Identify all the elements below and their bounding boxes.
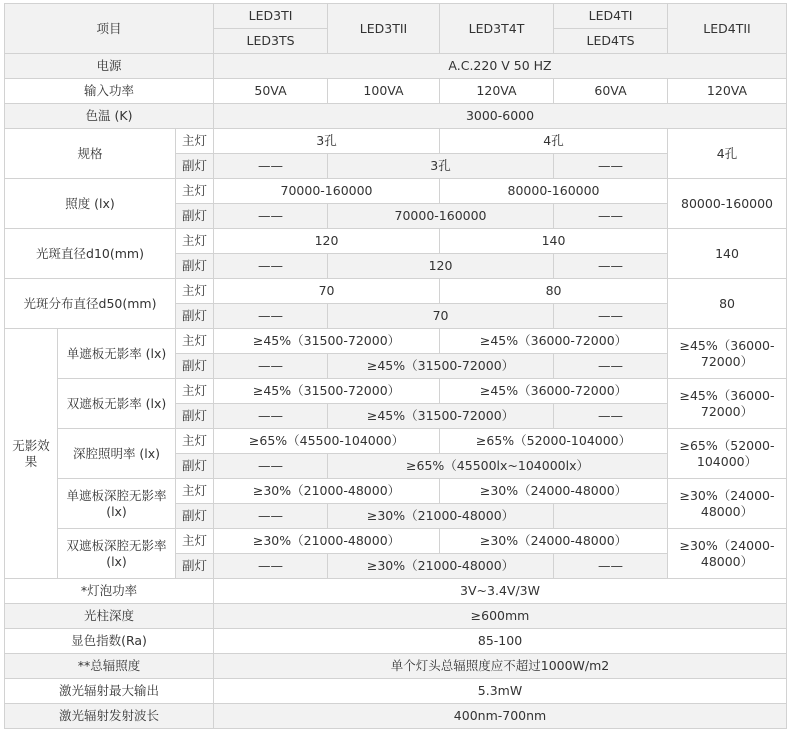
row-column-depth [5,604,787,629]
label-d10: 光斑直径d10(mm) [5,229,176,279]
value-double-right-l1: ≥45%（36000- [679,387,775,403]
value-d10-main-a: 120 [214,229,440,254]
value-d50-right: 80 [668,279,787,329]
value-deep-main-b: ≥65%（52000-104000） [440,429,668,454]
header-led3ti: LED3TI [214,4,328,29]
label-illuminance: 照度 (lx) [5,179,176,229]
value-deep-main-a: ≥65%（45500-104000） [214,429,440,454]
value-illuminance-main-a: 70000-160000 [214,179,440,204]
label-shadowless [5,329,58,579]
header-row [5,4,787,29]
value-single-deep-right [668,479,787,529]
row-double-main [5,379,787,404]
value-double-deep-main-a: ≥30%（21000-48000） [214,529,440,554]
value-color-temp: 3000-6000 [214,104,787,129]
dash: —— [554,154,668,179]
value-double-deep-main-b: ≥30%（24000-48000） [440,529,668,554]
row-double-deep-main [5,529,787,554]
label-power-source: 电源 [5,54,214,79]
sub-aux: 副灯 [176,204,214,229]
value-double-deep-right [668,529,787,579]
row-d50-main [5,279,787,304]
value-single-deep-aux: ≥30%（21000-48000） [328,504,554,529]
value-deep-right-l1: ≥65%（52000- [679,437,775,453]
value-d10-right: 140 [668,229,787,279]
spec-table [4,3,787,729]
label-deep: 深腔照明率 (lx) [58,429,176,479]
row-deep-main [5,429,787,454]
row-laser-wavelength [5,704,787,729]
value-deep-right-l2: 104000） [696,453,758,469]
value-single-right-l1: ≥45%（36000- [679,337,775,353]
dash: —— [214,304,328,329]
sub-main: 主灯 [176,179,214,204]
sub-main: 主灯 [176,429,214,454]
dash: —— [554,554,668,579]
header-led4ti: LED4TI [554,4,668,29]
sub-aux: 副灯 [176,254,214,279]
label-spec: 规格 [5,129,176,179]
value-laser-wavelength: 400nm-700nm [214,704,787,729]
header-led3t4t: LED3T4T [440,4,554,54]
dash: —— [214,404,328,429]
value-laser-max: 5.3mW [214,679,787,704]
sub-main: 主灯 [176,529,214,554]
label-shadowless-line1: 无影效 [12,437,50,453]
dash: —— [554,354,668,379]
row-spec-main [5,129,787,154]
label-input-power: 输入功率 [5,79,214,104]
value-illuminance-right: 80000-160000 [668,179,787,229]
row-input-power [5,79,787,104]
value-spec-main-a: 3孔 [214,129,440,154]
header-item: 项目 [5,4,214,54]
dash: —— [554,304,668,329]
value-double-deep-aux: ≥30%（21000-48000） [328,554,554,579]
value-input-power-5: 120VA [668,79,787,104]
value-double-deep-right-l1: ≥30%（24000- [679,537,775,553]
dash: —— [214,504,328,529]
sub-aux: 副灯 [176,154,214,179]
value-illuminance-main-b: 80000-160000 [440,179,668,204]
value-single-right [668,329,787,379]
sub-aux: 副灯 [176,304,214,329]
label-total-irradiance: **总辐照度 [5,654,214,679]
value-spec-main-b: 4孔 [440,129,668,154]
label-bulb-power: *灯泡功率 [5,579,214,604]
label-shadowless-line2: 果 [24,453,38,469]
label-single-deep [58,479,176,529]
label-color-temp: 色温 (K) [5,104,214,129]
sub-aux: 副灯 [176,454,214,479]
value-single-main-b: ≥45%（36000-72000） [440,329,668,354]
value-double-main-b: ≥45%（36000-72000） [440,379,668,404]
label-laser-wavelength: 激光辐射发射波长 [5,704,214,729]
dash: —— [554,204,668,229]
header-led4tii: LED4TII [668,4,787,54]
value-deep-aux: ≥65%（45500lx~104000lx） [328,454,668,479]
value-single-deep-main-b: ≥30%（24000-48000） [440,479,668,504]
row-laser-max [5,679,787,704]
value-double-deep-right-l2: 48000） [700,553,754,569]
header-led3tii: LED3TII [328,4,440,54]
header-led4ts: LED4TS [554,29,668,54]
label-column-depth: 光柱深度 [5,604,214,629]
label-double: 双遮板无影率 (lx) [58,379,176,429]
value-d50-main-b: 80 [440,279,668,304]
sub-main: 主灯 [176,479,214,504]
dash: —— [214,454,328,479]
value-double-aux: ≥45%（31500-72000） [328,404,554,429]
value-input-power-4: 60VA [554,79,668,104]
value-single-deep-main-a: ≥30%（21000-48000） [214,479,440,504]
value-single-aux: ≥45%（31500-72000） [328,354,554,379]
sub-aux: 副灯 [176,504,214,529]
sub-main: 主灯 [176,379,214,404]
value-double-right-l2: 72000） [700,403,754,419]
value-single-right-l2: 72000） [700,353,754,369]
value-input-power-2: 100VA [328,79,440,104]
row-power-source [5,54,787,79]
sub-main: 主灯 [176,279,214,304]
label-single: 单遮板无影率 (lx) [58,329,176,379]
row-total-irradiance [5,654,787,679]
dash: —— [214,554,328,579]
dash: —— [214,254,328,279]
value-double-main-a: ≥45%（31500-72000） [214,379,440,404]
label-single-deep-l2: (lx) [106,503,127,519]
row-color-temp [5,104,787,129]
value-single-deep-right-l2: 48000） [700,503,754,519]
value-single-main-a: ≥45%（31500-72000） [214,329,440,354]
dash: —— [554,254,668,279]
row-illuminance-main [5,179,787,204]
value-d50-aux: 70 [328,304,554,329]
sub-main: 主灯 [176,229,214,254]
sub-aux: 副灯 [176,554,214,579]
row-d10-main [5,229,787,254]
label-double-deep-l2: (lx) [106,553,127,569]
value-input-power-3: 120VA [440,79,554,104]
row-single-main [5,329,787,354]
value-double-right [668,379,787,429]
value-d10-aux: 120 [328,254,554,279]
row-cri [5,629,787,654]
label-double-deep [58,529,176,579]
sub-aux: 副灯 [176,354,214,379]
dash: —— [554,404,668,429]
value-deep-right [668,429,787,479]
label-laser-max: 激光辐射最大输出 [5,679,214,704]
value-d50-main-a: 70 [214,279,440,304]
dash: —— [214,354,328,379]
value-spec-aux: 3孔 [328,154,554,179]
value-illuminance-aux: 70000-160000 [328,204,554,229]
sub-aux: 副灯 [176,404,214,429]
label-d50: 光斑分布直径d50(mm) [5,279,176,329]
sub-main: 主灯 [176,329,214,354]
header-led3ts: LED3TS [214,29,328,54]
label-single-deep-l1: 单遮板深腔无影率 [66,487,167,503]
row-bulb-power [5,579,787,604]
value-d10-main-b: 140 [440,229,668,254]
value-column-depth: ≥600mm [214,604,787,629]
sub-main: 主灯 [176,129,214,154]
value-single-deep-right-l1: ≥30%（24000- [679,487,775,503]
label-cri: 显色指数(Ra) [5,629,214,654]
value-input-power-1: 50VA [214,79,328,104]
value-cri: 85-100 [214,629,787,654]
dash: —— [214,204,328,229]
value-total-irradiance: 单个灯头总辐照度应不超过1000W/m2 [214,654,787,679]
value-power-source: A.C.220 V 50 HZ [214,54,787,79]
dash: —— [214,154,328,179]
row-single-deep-main [5,479,787,504]
value-spec-right: 4孔 [668,129,787,179]
label-double-deep-l1: 双遮板深腔无影率 [66,537,167,553]
value-bulb-power: 3V~3.4V/3W [214,579,787,604]
